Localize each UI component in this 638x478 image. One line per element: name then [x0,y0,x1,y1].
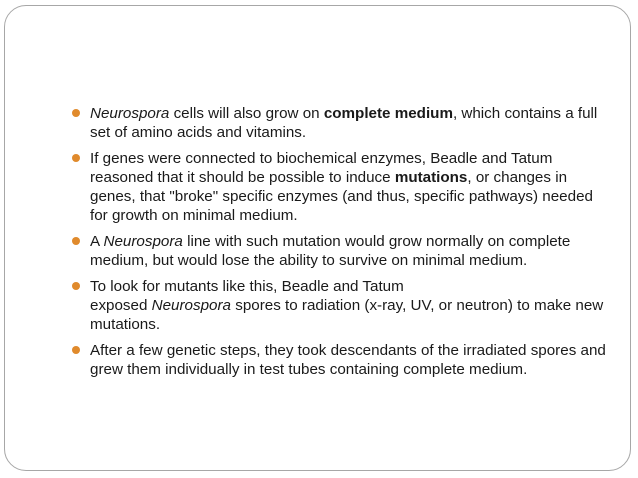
bullet-dot-icon [72,154,80,162]
body-text: , or changes in genes, that "broke" specific enzymes (and thus, specific pathways) needed for growth on minimal medium. [90,169,593,224]
slide-body [70,104,610,386]
bold-text: complete medium [323,105,453,122]
body-text: spores to radiation (x-ray, UV, or neutron) to make new mutations. [90,297,604,333]
body-text: cells will also grow on [169,105,324,122]
bullet-dot-icon [72,282,80,290]
bold-text: mutations [394,169,468,186]
bullet-item [70,232,610,270]
body-text: exposed [90,297,152,314]
italic-text: Neurospora [151,297,231,314]
bullet-dot-icon [72,346,80,354]
body-text: To look for mutants like this, Beadle and Tatum [90,278,404,295]
italic-text: Neurospora [90,105,170,122]
body-text: After a few genetic steps, they took descendants of the irradiated spores and grew them individually in test tubes containing complete medium. [90,342,606,378]
body-text: line with such mutation would grow normally on complete medium, but would lose the ability to survive on minimal medium. [90,233,571,269]
italic-text: Neurospora [103,233,183,250]
bullet-item [70,277,610,334]
body-text: , which contains a full set of amino acids and vitamins. [90,105,598,141]
body-text: A [90,233,104,250]
bullet-item [70,149,610,225]
body-text: If genes were connected to biochemical enzymes, Beadle and Tatum reasoned that it should be possible to induce [90,150,553,186]
bullet-dot-icon [72,109,80,117]
bullet-item [70,341,610,379]
bullet-list [70,104,610,379]
bullet-item [70,104,610,142]
bullet-dot-icon [72,237,80,245]
